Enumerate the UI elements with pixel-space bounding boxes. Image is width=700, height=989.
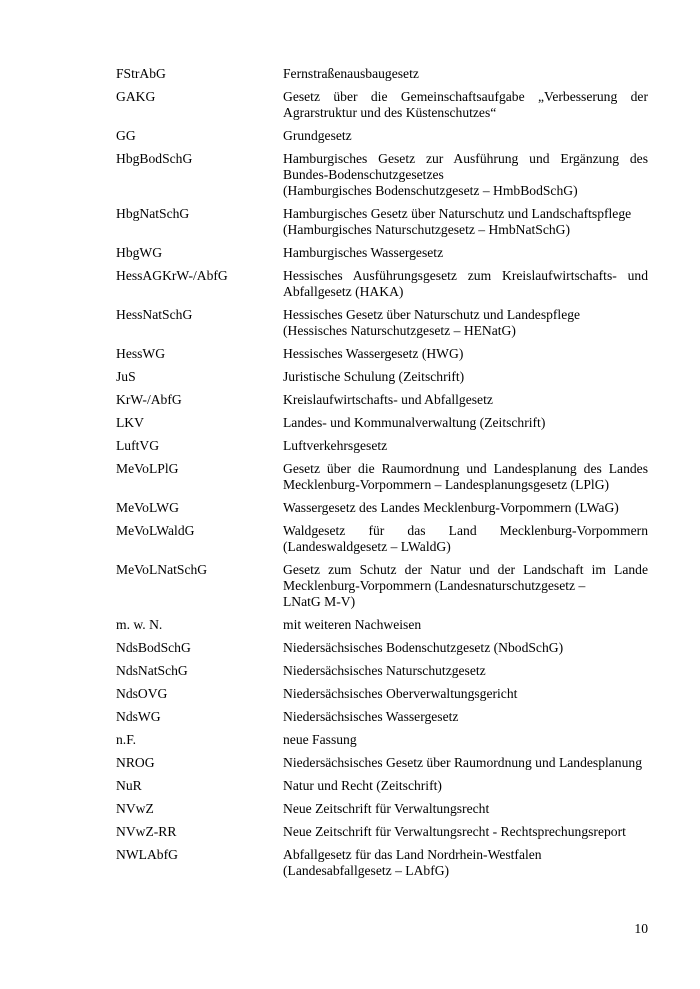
abbreviation-term: HessAGKrW-/AbfG bbox=[116, 268, 228, 283]
abbreviation-entry bbox=[116, 89, 648, 121]
abbreviation-term: GG bbox=[116, 128, 136, 143]
abbreviation-entry bbox=[116, 778, 648, 794]
abbreviation-definition bbox=[283, 128, 648, 144]
definition-line: Landes- und Kommunalverwaltung (Zeitschrift) bbox=[283, 415, 546, 430]
abbreviation-definition bbox=[283, 801, 648, 817]
definition-line: (Landesabfallgesetz – LAbfG) bbox=[283, 863, 450, 878]
abbreviation-entry bbox=[116, 847, 648, 879]
abbreviation-definition bbox=[283, 89, 648, 121]
abbreviation-definition bbox=[283, 369, 648, 385]
definition-line: Luftverkehrsgesetz bbox=[283, 438, 388, 453]
definition-line: Niedersächsisches Wassergesetz bbox=[283, 709, 459, 724]
abbreviation-term: HbgWG bbox=[116, 245, 163, 260]
abbreviation-term: LKV bbox=[116, 415, 144, 430]
definition-line: Gesetz über die Raumordnung und Landesplanung des Landes Mecklenburg-Vorpommern – Landesplanungsgesetz (LPlG) bbox=[283, 461, 648, 492]
abbreviation-entry bbox=[116, 709, 648, 725]
abbreviation-term: GAKG bbox=[116, 89, 156, 104]
abbreviation-entry bbox=[116, 523, 648, 555]
abbreviation-term: HbgNatSchG bbox=[116, 206, 190, 221]
abbreviation-term: HessNatSchG bbox=[116, 307, 193, 322]
definition-line: Hessisches Gesetz über Naturschutz und Landespflege bbox=[283, 307, 581, 322]
abbreviation-definition bbox=[283, 245, 648, 261]
abbreviation-definition bbox=[283, 686, 648, 702]
abbreviation-entry bbox=[116, 562, 648, 610]
abbreviation-term: MeVoLWG bbox=[116, 500, 179, 515]
abbreviation-entry bbox=[116, 66, 648, 82]
definition-line: Gesetz zum Schutz der Natur und der Landschaft im Lande Mecklenburg-Vorpommern (Landesnaturschutzgesetz – bbox=[283, 562, 648, 593]
abbreviation-definition bbox=[283, 709, 648, 725]
abbreviation-entry bbox=[116, 392, 648, 408]
abbreviation-definition bbox=[283, 268, 648, 300]
definition-line: Hessisches Ausführungsgesetz zum Kreislaufwirtschafts- und Abfallgesetz (HAKA) bbox=[283, 268, 648, 299]
abbreviation-term: LuftVG bbox=[116, 438, 160, 453]
abbreviation-definition bbox=[283, 307, 648, 339]
abbreviation-term: NROG bbox=[116, 755, 155, 770]
definition-line: Abfallgesetz für das Land Nordrhein-Westfalen bbox=[283, 847, 542, 862]
abbreviation-definition bbox=[283, 663, 648, 679]
definition-line: Kreislaufwirtschafts- und Abfallgesetz bbox=[283, 392, 493, 407]
abbreviation-definition bbox=[283, 438, 648, 454]
abbreviation-term: NdsBodSchG bbox=[116, 640, 191, 655]
abbreviation-entry bbox=[116, 461, 648, 493]
abbreviation-definition bbox=[283, 847, 648, 879]
abbreviation-entry bbox=[116, 500, 648, 516]
definition-line: Fernstraßenausbaugesetz bbox=[283, 66, 419, 81]
abbreviation-term: n.F. bbox=[116, 732, 137, 747]
definition-line: Neue Zeitschrift für Verwaltungsrecht - Rechtsprechungsreport bbox=[283, 824, 626, 839]
abbreviation-entry bbox=[116, 245, 648, 261]
abbreviation-term: HessWG bbox=[116, 346, 166, 361]
abbreviation-list bbox=[116, 66, 648, 886]
definition-line: Niedersächsisches Gesetz über Raumordnung und Landesplanung bbox=[283, 755, 642, 770]
definition-line: neue Fassung bbox=[283, 732, 357, 747]
abbreviation-term: m. w. N. bbox=[116, 617, 163, 632]
definition-line: Niedersächsisches Naturschutzgesetz bbox=[283, 663, 486, 678]
abbreviation-definition bbox=[283, 461, 648, 493]
abbreviation-entry bbox=[116, 663, 648, 679]
abbreviation-entry bbox=[116, 640, 648, 656]
abbreviation-entry bbox=[116, 686, 648, 702]
definition-line: Neue Zeitschrift für Verwaltungsrecht bbox=[283, 801, 490, 816]
abbreviation-definition bbox=[283, 824, 648, 840]
abbreviation-definition bbox=[283, 562, 648, 610]
abbreviation-entry bbox=[116, 268, 648, 300]
abbreviation-entry bbox=[116, 732, 648, 748]
abbreviation-entry bbox=[116, 617, 648, 633]
abbreviation-definition bbox=[283, 392, 648, 408]
definition-line: Gesetz über die Gemeinschaftsaufgabe „Verbesserung der Agrarstruktur und des Küstenschutzes“ bbox=[283, 89, 648, 120]
abbreviation-term: MeVoLPlG bbox=[116, 461, 179, 476]
abbreviation-entry bbox=[116, 801, 648, 817]
definition-line: Niedersächsisches Oberverwaltungsgericht bbox=[283, 686, 518, 701]
abbreviation-definition bbox=[283, 755, 648, 771]
abbreviation-term: NdsWG bbox=[116, 709, 161, 724]
abbreviation-term: FStrAbG bbox=[116, 66, 166, 81]
abbreviation-term: NWLAbfG bbox=[116, 847, 178, 862]
abbreviation-entry bbox=[116, 438, 648, 454]
definition-line: Niedersächsisches Bodenschutzgesetz (NbodSchG) bbox=[283, 640, 564, 655]
abbreviation-definition bbox=[283, 415, 648, 431]
abbreviation-term: MeVoLNatSchG bbox=[116, 562, 208, 577]
definition-line: Waldgesetz für das Land Mecklenburg-Vorpommern (Landeswaldgesetz – LWaldG) bbox=[283, 523, 648, 554]
abbreviation-definition bbox=[283, 206, 648, 238]
abbreviation-term: HbgBodSchG bbox=[116, 151, 193, 166]
definition-line: (Hamburgisches Naturschutzgesetz – HmbNatSchG) bbox=[283, 222, 571, 237]
abbreviation-entry bbox=[116, 307, 648, 339]
definition-line: Juristische Schulung (Zeitschrift) bbox=[283, 369, 465, 384]
abbreviation-entry bbox=[116, 206, 648, 238]
abbreviation-entry bbox=[116, 346, 648, 362]
abbreviation-definition bbox=[283, 500, 648, 516]
definition-line: Hessisches Wassergesetz (HWG) bbox=[283, 346, 464, 361]
abbreviation-definition bbox=[283, 778, 648, 794]
abbreviation-definition bbox=[283, 640, 648, 656]
abbreviation-entry bbox=[116, 369, 648, 385]
definition-line: Hamburgisches Gesetz zur Ausführung und Ergänzung des Bundes-Bodenschutzgesetzes bbox=[283, 151, 648, 182]
definition-line: mit weiteren Nachweisen bbox=[283, 617, 422, 632]
abbreviation-entry bbox=[116, 824, 648, 840]
abbreviation-definition bbox=[283, 346, 648, 362]
abbreviation-definition bbox=[283, 151, 648, 199]
abbreviation-entry bbox=[116, 415, 648, 431]
definition-line: Grundgesetz bbox=[283, 128, 352, 143]
abbreviation-term: NuR bbox=[116, 778, 142, 793]
definition-line: LNatG M-V) bbox=[283, 594, 356, 609]
abbreviation-term: NdsOVG bbox=[116, 686, 168, 701]
page-number: 10 bbox=[634, 921, 648, 936]
abbreviation-definition bbox=[283, 732, 648, 748]
definition-line: (Hamburgisches Bodenschutzgesetz – HmbBodSchG) bbox=[283, 183, 578, 198]
definition-line: Natur und Recht (Zeitschrift) bbox=[283, 778, 442, 793]
abbreviation-definition bbox=[283, 66, 648, 82]
definition-line: Wassergesetz des Landes Mecklenburg-Vorpommern (LWaG) bbox=[283, 500, 619, 515]
abbreviation-term: NdsNatSchG bbox=[116, 663, 188, 678]
abbreviation-definition bbox=[283, 523, 648, 555]
definition-line: (Hessisches Naturschutzgesetz – HENatG) bbox=[283, 323, 516, 338]
definition-line: Hamburgisches Wassergesetz bbox=[283, 245, 444, 260]
definition-line: Hamburgisches Gesetz über Naturschutz und Landschaftspflege bbox=[283, 206, 632, 221]
abbreviation-entry bbox=[116, 151, 648, 199]
abbreviation-term: JuS bbox=[116, 369, 136, 384]
abbreviation-term: NVwZ-RR bbox=[116, 824, 177, 839]
abbreviation-entry bbox=[116, 128, 648, 144]
abbreviation-entry bbox=[116, 755, 648, 771]
abbreviation-term: NVwZ bbox=[116, 801, 154, 816]
abbreviation-term: MeVoLWaldG bbox=[116, 523, 195, 538]
abbreviation-definition bbox=[283, 617, 648, 633]
abbreviation-term: KrW-/AbfG bbox=[116, 392, 182, 407]
